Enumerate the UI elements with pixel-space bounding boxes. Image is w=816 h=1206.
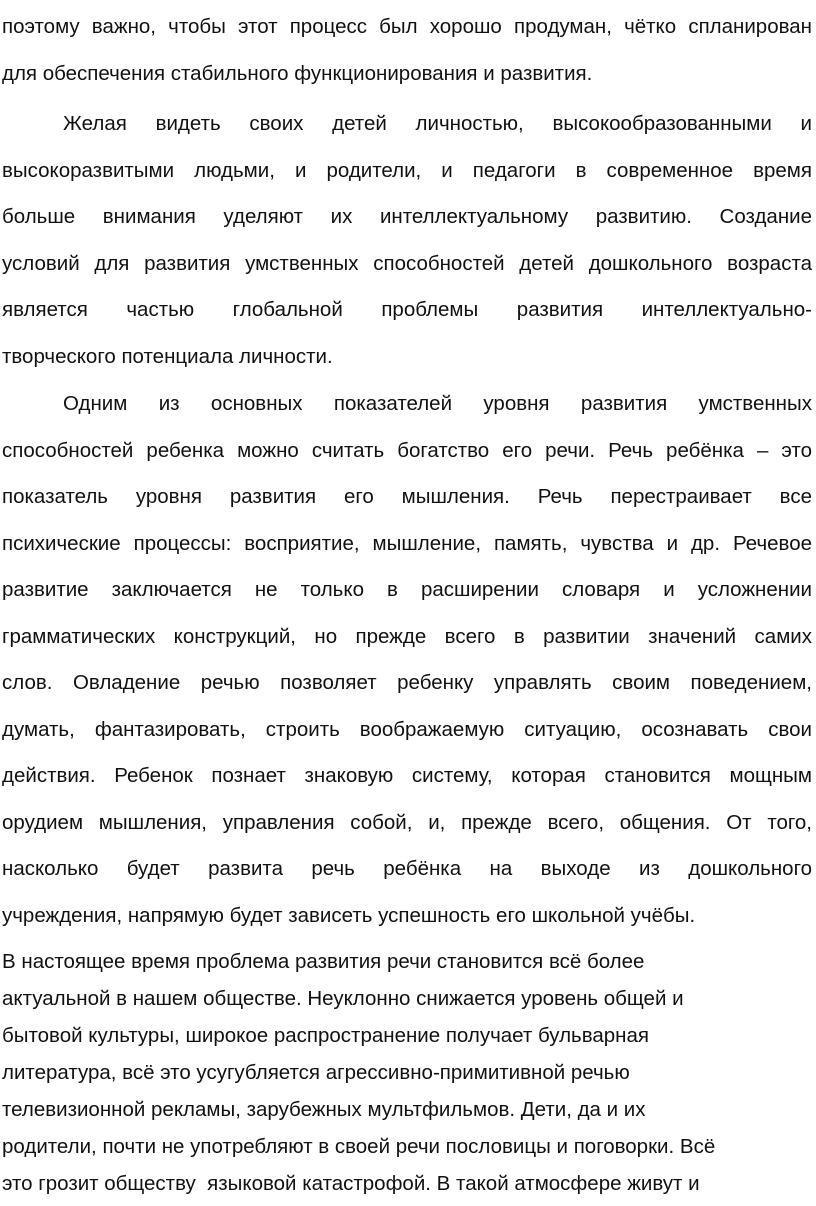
text-line: грамматических конструкций, но прежде всего в развитии значений самих xyxy=(2,624,812,648)
text-line: высокоразвитыми людьми, и родители, и педагоги в современное время xyxy=(2,158,812,182)
text-line: учреждения, напрямую будет зависеть успешность его школьной учёбы. xyxy=(2,903,696,927)
text-line: психические процессы: восприятие, мышление, память, чувства и др. Речевое xyxy=(2,531,812,555)
text-line: творческого потенциала личности. xyxy=(2,344,333,368)
paragraph-2 xyxy=(2,101,812,380)
text-line: слов. Овладение речью позволяет ребенку управлять своим поведением, xyxy=(2,671,812,694)
text-line: Желая видеть своих детей личностью, высокообразованными и xyxy=(63,112,812,135)
text-line: литература, всё это усугубляется агрессивно-примитивной речью xyxy=(2,1061,630,1084)
paragraph-3 xyxy=(2,381,812,939)
text-line: является частью глобальной проблемы развития интеллектуально- xyxy=(2,298,812,321)
text-line: это грозит обществу языковой катастрофой. В такой атмосфере живут и xyxy=(2,1172,700,1195)
text-line: условий для развития умственных способностей детей дошкольного возраста xyxy=(2,251,812,275)
text-line: орудием мышления, управления собой, и, прежде всего, общения. От того, xyxy=(2,810,812,834)
text-line: способностей ребенка можно считать богатство его речи. Речь ребёнка – это xyxy=(2,438,812,462)
text-line: телевизионной рекламы, зарубежных мультфильмов. Дети, да и их xyxy=(2,1098,646,1121)
text-line: развитие заключается не только в расширении словаря и усложнении xyxy=(2,578,812,601)
paragraph-1 xyxy=(2,4,812,97)
text-line: Одним из основных показателей уровня развития умственных xyxy=(63,392,812,415)
paragraph-4 xyxy=(2,943,812,1202)
text-line: бытовой культуры, широкое распространение получает бульварная xyxy=(2,1024,650,1047)
text-line: поэтому важно, чтобы этот процесс был хорошо продуман, чётко спланирован xyxy=(2,15,812,38)
text-line: думать, фантазировать, строить воображаемую ситуацию, осознавать свои xyxy=(2,717,812,741)
text-line: показатель уровня развития его мышления. Речь перестраивает все xyxy=(2,485,812,508)
text-line: насколько будет развита речь ребёнка на выходе из дошкольного xyxy=(2,857,812,880)
text-line: больше внимания уделяют их интеллектуальному развитию. Создание xyxy=(2,205,812,228)
text-line: для обеспечения стабильного функционирования и развития. xyxy=(2,61,593,85)
text-line: действия. Ребенок познает знаковую систему, которая становится мощным xyxy=(2,764,812,787)
text-line: актуальной в нашем обществе. Неуклонно снижается уровень общей и xyxy=(2,987,684,1010)
text-line: родители, почти не употребляют в своей речи пословицы и поговорки. Всё xyxy=(2,1135,716,1158)
text-line: В настоящее время проблема развития речи становится всё более xyxy=(2,950,645,973)
